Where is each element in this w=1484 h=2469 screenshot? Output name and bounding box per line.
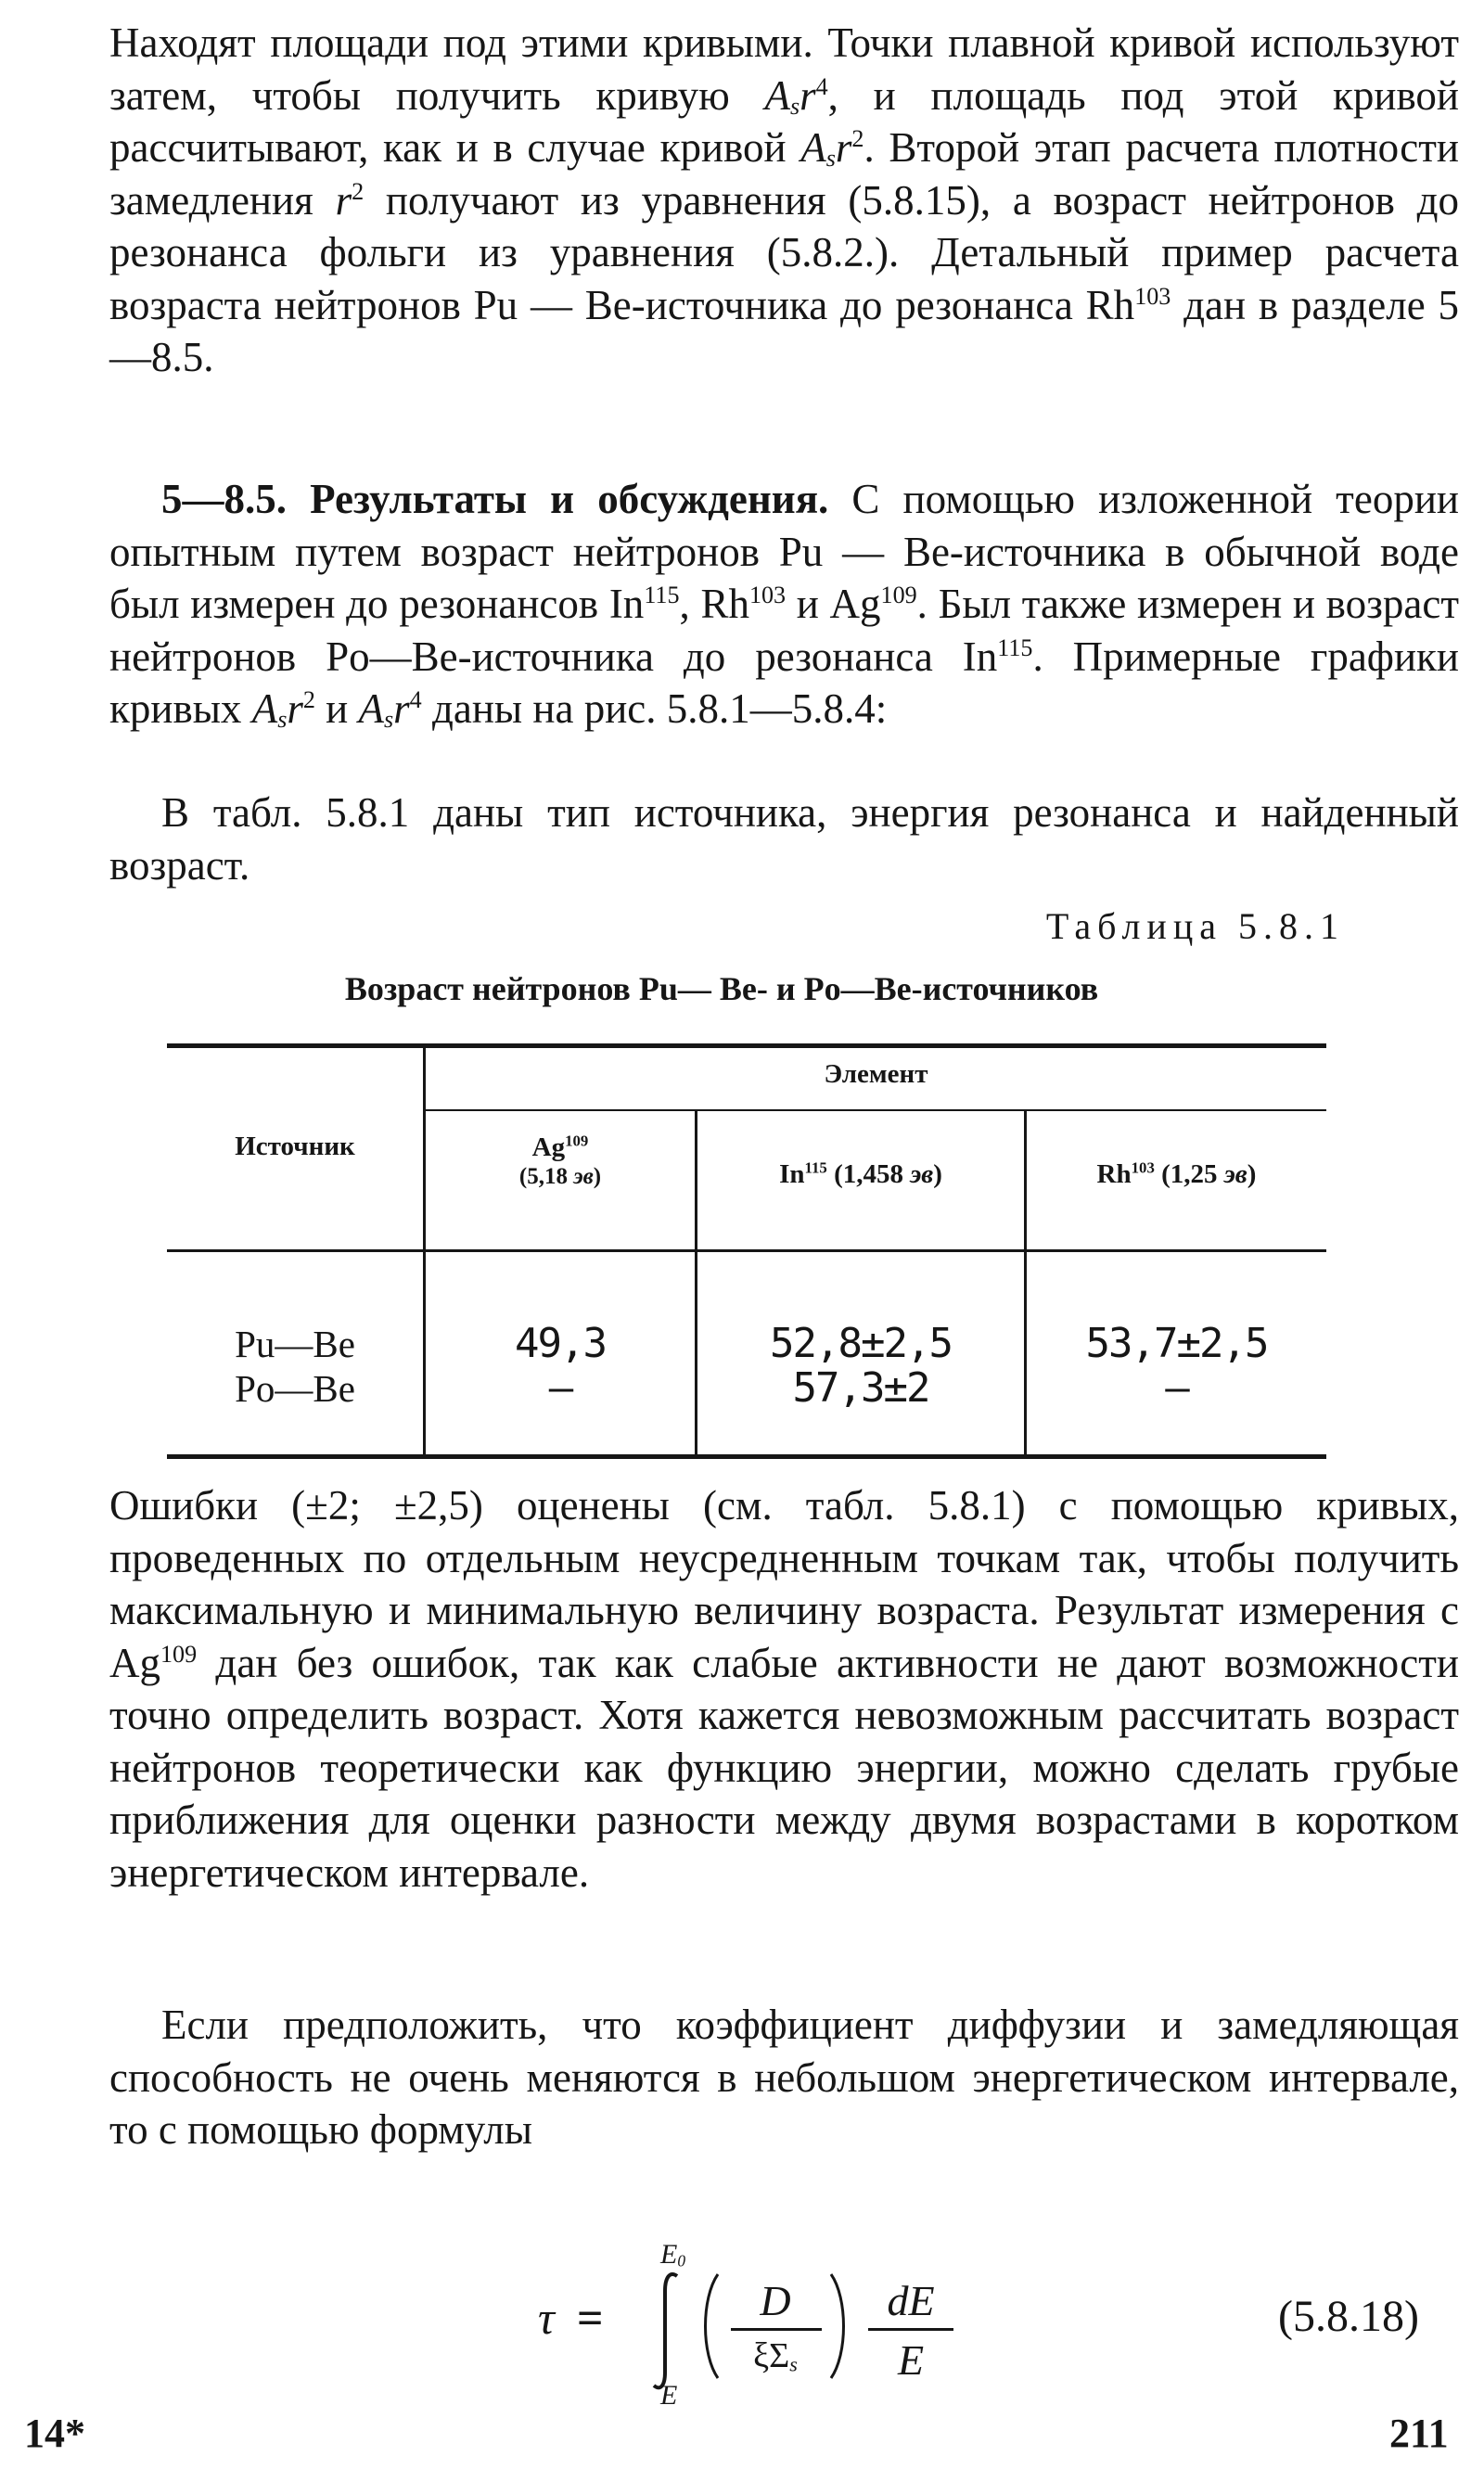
paragraph-1: Находят площади под этими кривыми. Точки плавной кривой используют затем, чтобы получить кривую $A_sr^4$, и площадь под этой кривой рассчитывают, как и в случае кривой $A_sr^2$. Второй этап расчета плотности замедления $r^2$ получают из уравнения (5.8.15), а возраст нейтронов до резонанса фольги из уравнения (5.8.2.). Детальный пример расчета возраста нейтронов Pu — Be-источника до резонанса Rh$^{103}$ дан в разделе 5—8.5. — [109, 19, 1460, 380]
fraction-denominator-xi: $\xi\Sigma_s$ — [753, 2336, 798, 2376]
column-ag109-values — [426, 1322, 695, 1411]
tau-symbol: τ — [538, 2292, 555, 2344]
fraction-bar-1 — [731, 2328, 822, 2331]
left-paren — [696, 2271, 723, 2382]
paragraph-2: 5—8.5. Результаты и обсуждения. С помощью изложенной теории опытным путем возраст нейтронов Pu — Be-источника в обычной воде был измерен до резонансов In$^{115}$, Rh$^{103}$ и Ag$^{109}$. Был также измерен и возраст нейтронов Po—Be-источника до резонанса In$^{115}$. Примерные графики кривых $A_sr^2$ и $A_sr^4$ даны на рис. 5.8.1—5.8.4: — [109, 476, 1459, 734]
column-rh103-values — [1027, 1322, 1326, 1411]
table-label: Таблица 5.8.1 — [1045, 905, 1345, 947]
header-rh103: Rh$^{103}$ (1,25 эв) — [1096, 1158, 1257, 1189]
formula-5-8-18 — [519, 2239, 1039, 2421]
integral-lower-limit: E — [660, 2380, 678, 2411]
value-cell: 57,3±2 — [792, 1364, 929, 1412]
header-in115: In$^{115}$ (1,458 эв) — [779, 1158, 942, 1189]
value-cell: — — [1165, 1364, 1188, 1412]
table-top-rule — [167, 1043, 1326, 1048]
table-title: Возраст нейтронов Pu— Be- и Po—Be-источников — [344, 970, 1099, 1007]
header-source: Источник — [235, 1132, 355, 1161]
section-heading: 5—8.5. Результаты и обсуждения. — [161, 476, 829, 522]
column-in115-values — [697, 1322, 1024, 1411]
header-element: Элемент — [824, 1059, 928, 1089]
table-header-rule — [167, 1249, 1326, 1252]
integral-upper-limit: $E_0$ — [660, 2239, 686, 2271]
equation-number: (5.8.18) — [1278, 2292, 1419, 2341]
table-bottom-rule — [167, 1454, 1326, 1459]
page-number: 211 — [1389, 2411, 1449, 2456]
signature-mark: 14* — [24, 2411, 85, 2456]
value-cell: — — [548, 1364, 572, 1412]
source-cell: Po—Be — [235, 1367, 355, 1410]
fraction-denominator-e: E — [897, 2336, 925, 2384]
source-cell: Pu—Be — [235, 1323, 355, 1365]
table-row — [167, 1322, 423, 1411]
fraction-numerator-d: D — [760, 2277, 791, 2324]
fraction-numerator-de: dE — [887, 2277, 935, 2324]
equals-sign: = — [577, 2292, 604, 2344]
header-ag109: Ag$^{109}$ (5,18 эв) — [518, 1132, 602, 1189]
integral-sign — [649, 2271, 686, 2391]
value-cell: 53,7±2,5 — [1085, 1320, 1268, 1367]
paragraph-4: Ошибки (±2; ±2,5) оценены (см. табл. 5.8.1) с помощью кривых, проведенных по отдельным неусредненным точкам так, чтобы получить максимальную и минимальную величину возраста. Результат измерения с Ag$^{109}$ дан без ошибок, так как слабые активности не дают возможности точно определить возраст. Хотя кажется невозможным рассчитать возраст нейтронов теоретически как функцию энергии, можно сделать грубые приближения для оценки разности между двумя возрастами в коротком энергетическом интервале. — [109, 1482, 1459, 1896]
right-paren — [825, 2271, 853, 2382]
value-cell: 49,3 — [515, 1320, 606, 1367]
fraction-bar-2 — [868, 2328, 953, 2331]
paragraph-5: Если предположить, что коэффициент диффузии и замедляющая способность не очень меняются в небольшом энергетическом интервале, то с помощью формулы — [109, 2002, 1459, 2153]
paragraph-3: В табл. 5.8.1 даны тип источника, энергия резонанса и найденный возраст. — [109, 789, 1459, 889]
value-cell: 52,8±2,5 — [770, 1320, 952, 1367]
table-group-rule — [426, 1109, 1326, 1111]
